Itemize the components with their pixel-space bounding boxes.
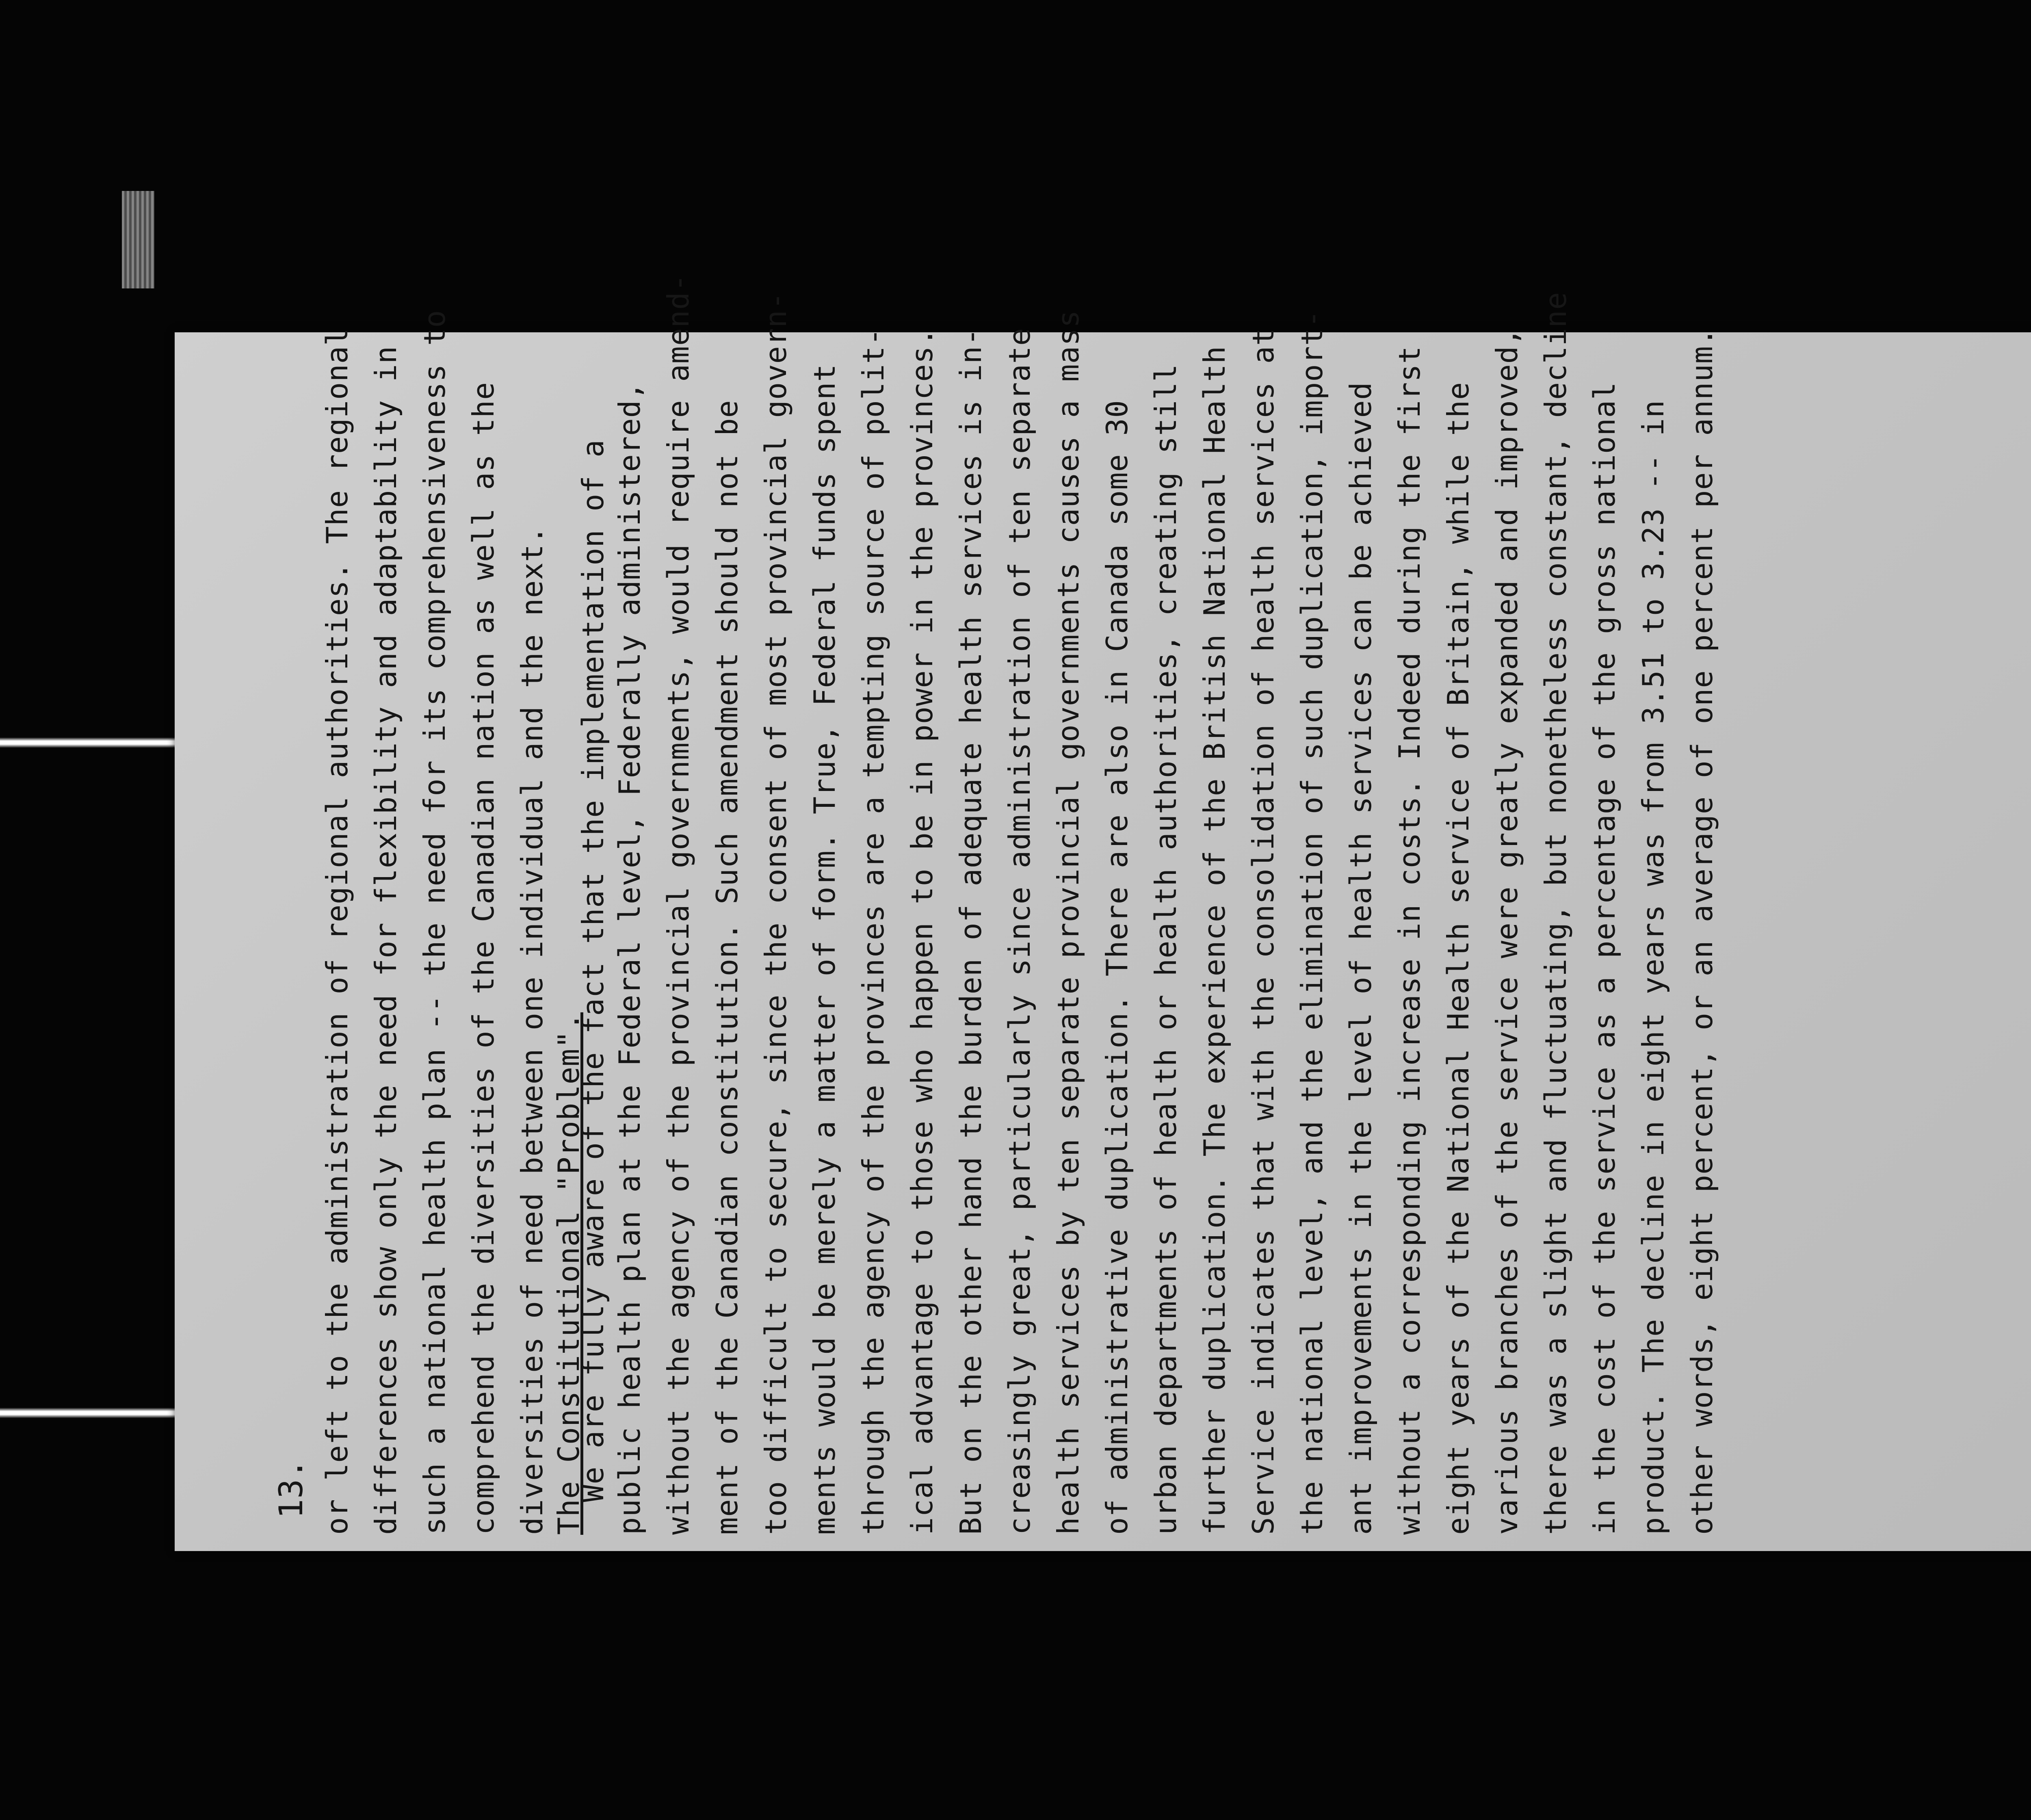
text-line: too difficult to secure, since the consent of most provincial govern- [759, 292, 793, 1535]
text-line: health services by ten separate provincial governments causes a mass [1051, 310, 1085, 1535]
text-line: ments would be merely a matter of form. True, Federal funds spent [808, 364, 842, 1535]
text-line: We are fully aware of the fact that the implementation of a [576, 439, 610, 1502]
text-line: But on the other hand the burden of adequate health services is in- [954, 327, 988, 1535]
text-line: diversities of need between one individual and the next. [515, 526, 549, 1535]
text-line: Service indicates that with the consolidation of health services at [1246, 327, 1280, 1535]
section-heading: The Constitutional "Problem". [552, 1012, 586, 1535]
text-line: urban departments of health or health authorities, creating still [1149, 364, 1183, 1535]
typed-page-sheet [175, 273, 2031, 1551]
text-line: such a national health plan -- the need for its comprehensiveness to [418, 310, 452, 1535]
page-number: 13. [272, 1458, 310, 1519]
text-line: without the agency of the provincial governments, would require amend- [661, 273, 695, 1535]
text-line: or left to the administration of regional authorities. The regional [320, 327, 354, 1535]
film-frame-mark [122, 191, 154, 288]
text-line: ment of the Canadian constitution. Such amendment should not be [710, 400, 744, 1535]
text-line: in the cost of the service as a percentage of the gross national [1587, 381, 1622, 1535]
text-line: there was a slight and fluctuating, but nonetheless constant, decline [1539, 292, 1573, 1535]
text-line: the national level, and the elimination of such duplication, import- [1295, 310, 1329, 1535]
text-line: without a corresponding increase in costs. Indeed during the first [1392, 346, 1427, 1535]
text-line: differences show only the need for flexibility and adaptability in [369, 346, 403, 1535]
text-line: public health plan at the Federal level, Federally administered, [613, 381, 647, 1535]
rotated-page [191, 273, 2031, 1535]
text-line: through the agency of the provinces are a tempting source of polit- [856, 327, 890, 1535]
text-line: of administrative duplication. There are also in Canada some 30 [1100, 400, 1134, 1535]
text-line: comprehend the diversities of the Canadian nation as well as the [466, 381, 500, 1535]
text-line: various branches of the service were greatly expanded and improved, [1490, 327, 1524, 1535]
text-line: other words, eight percent, or an average of one percent per annum. [1685, 327, 1719, 1535]
text-line: further duplication. The experience of the British National Health [1197, 346, 1232, 1535]
text-lines [313, 273, 1726, 1535]
text-line: ical advantage to those who happen to be in power in the provinces. [905, 327, 939, 1535]
text-line: ant improvements in the level of health services can be achieved [1344, 381, 1378, 1535]
light-streak [0, 1408, 195, 1418]
light-streak [0, 737, 195, 748]
text-line: product. The decline in eight years was from 3.51 to 3.23 -- in [1636, 400, 1670, 1535]
text-line: eight years of the National Health service of Britain, while the [1441, 381, 1475, 1535]
text-line: creasingly great, particularly since administration of ten separate [1003, 327, 1037, 1535]
